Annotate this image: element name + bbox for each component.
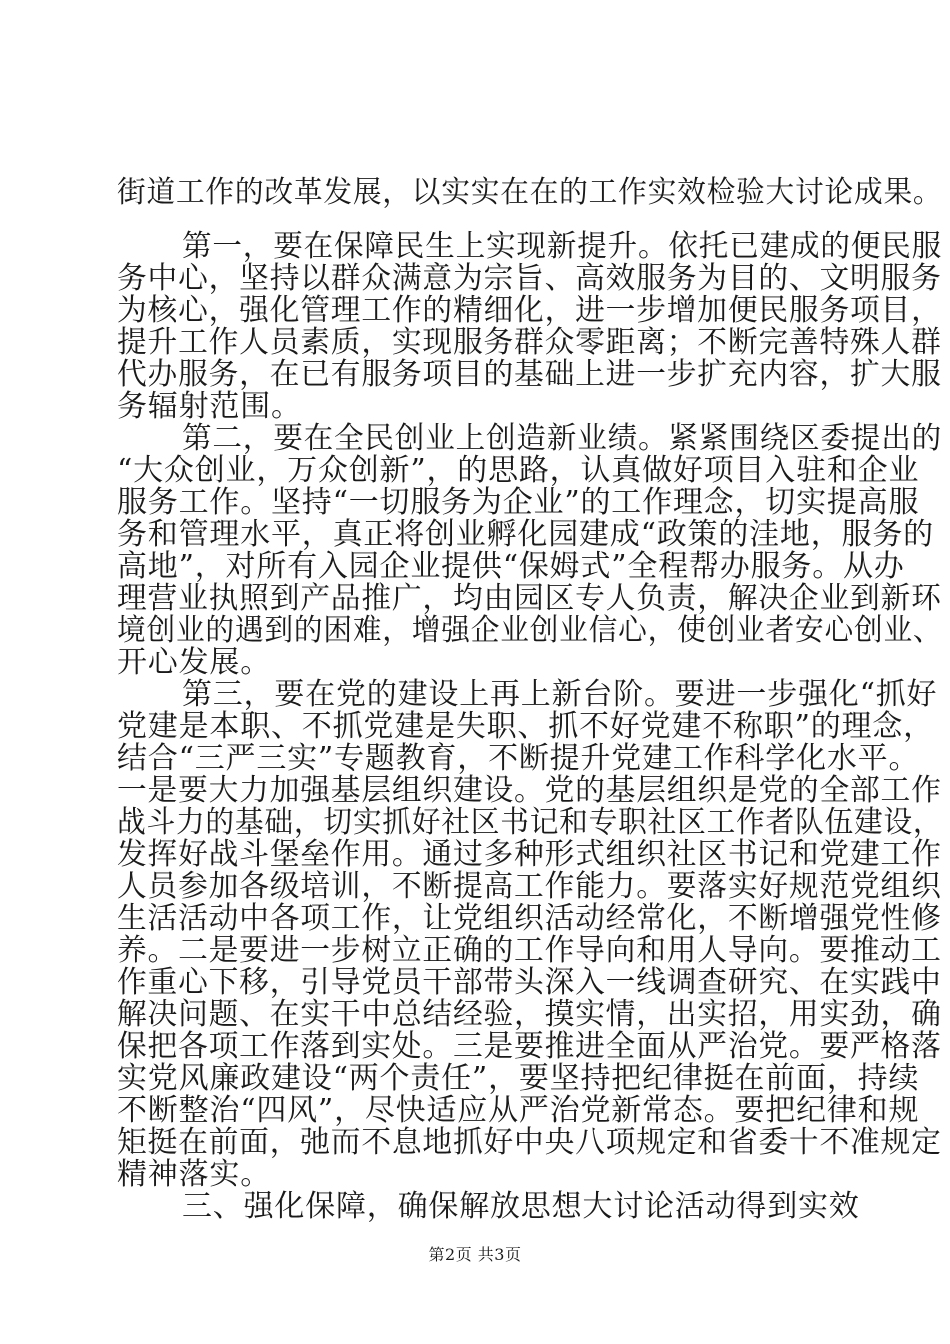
paragraph-first-line: 第一，要在保障民生上实现新提升。依托已建成的便民服 — [182, 229, 942, 264]
text-line: 一是要大力加强基层组织建设。党的基层组织是党的全部工作 — [117, 773, 942, 808]
text-line: 街道工作的改革发展，以实实在在的工作实效检验大讨论成果。 — [117, 175, 943, 210]
text-line: 发挥好战斗堡垒作用。通过多种形式组织社区书记和党建工作 — [117, 837, 942, 872]
text-line: “大众创业，万众创新”，的思路，认真做好项目入驻和企业 — [117, 453, 920, 488]
text-line: 实党风廉政建设“两个责任”，要坚持把纪律挺在前面，持续 — [117, 1061, 920, 1096]
text-line: 精神落实。 — [117, 1157, 271, 1192]
text-line: 作重心下移，引导党员干部带头深入一线调查研究、在实践中 — [117, 965, 942, 1000]
text-line: 人员参加各级培训，不断提高工作能力。要落实好规范党组织 — [117, 869, 942, 904]
text-line: 党建是本职、不抓党建是失职、抓不好党建不称职”的理念， — [117, 709, 934, 744]
text-line: 保把各项工作落到实处。三是要推进全面从严治党。要严格落 — [117, 1029, 942, 1064]
text-line: 提升工作人员素质，实现服务群众零距离；不断完善特殊人群 — [117, 325, 942, 360]
paragraph-first-line: 第三，要在党的建设上再上新台阶。要进一步强化“抓好 — [182, 677, 938, 712]
text-line: 务和管理水平，真正将创业孵化园建成“政策的洼地，服务的 — [117, 517, 934, 552]
text-line: 生活活动中各项工作，让党组织活动经常化，不断增强党性修 — [117, 901, 942, 936]
text-line: 矩挺在前面，弛而不息地抓好中央八项规定和省委十不准规定 — [117, 1125, 942, 1160]
text-line: 务中心，坚持以群众满意为宗旨、高效服务为目的、文明服务 — [117, 261, 942, 296]
text-line: 服务工作。坚持“一切服务为企业”的工作理念，切实提高服 — [117, 485, 920, 520]
text-line: 开心发展。 — [117, 645, 271, 680]
text-line: 代办服务，在已有服务项目的基础上进一步扩充内容，扩大服 — [117, 357, 942, 392]
text-line: 境创业的遇到的困难，增强企业创业信心，使创业者安心创业、 — [117, 613, 943, 648]
section-heading: 三、强化保障，确保解放思想大讨论活动得到实效 — [182, 1189, 860, 1224]
text-line: 结合“三严三实”专题教育，不断提升党建工作科学化水平。 — [117, 741, 920, 776]
paragraph-first-line: 第二，要在全民创业上创造新业绩。紧紧围绕区委提出的 — [182, 421, 942, 456]
text-line: 理营业执照到产品推广，均由园区专人负责，解决企业到新环 — [117, 581, 942, 616]
text-line: 为核心，强化管理工作的精细化，进一步增加便民服务项目， — [117, 293, 942, 328]
page-footer: 第2页 共3页 — [428, 1245, 522, 1264]
text-line: 解决问题、在实干中总结经验，摸实情，出实招，用实劲，确 — [117, 997, 942, 1032]
text-line: 不断整治“四风”，尽快适应从严治党新常态。要把纪律和规 — [117, 1093, 920, 1128]
text-line: 养。二是要进一步树立正确的工作导向和用人导向。要推动工 — [117, 933, 942, 968]
text-line: 战斗力的基础，切实抓好社区书记和专职社区工作者队伍建设， — [117, 805, 943, 840]
text-line: 务辐射范围。 — [117, 389, 302, 424]
text-line: 高地”，对所有入园企业提供“保姆式”全程帮办服务。从办 — [117, 549, 905, 584]
